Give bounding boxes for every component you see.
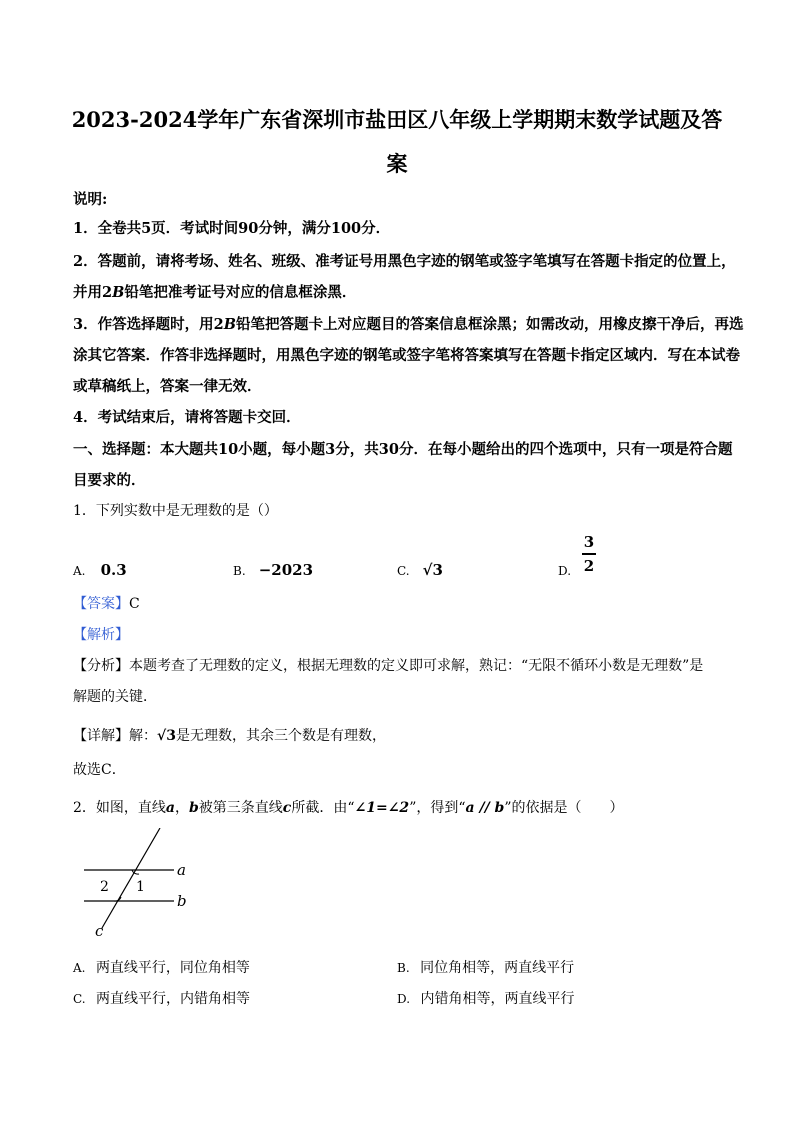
q1-answer-tag: 【答案】 [73,596,129,612]
q2-stem-mid3: ”，得到“ [409,800,466,816]
q2-option-d-letter: D. [397,992,411,1006]
note-1: 1．全卷共5页．考试时间90分钟，满分100分． [73,220,391,237]
q2-option-a-letter: A. [73,961,86,975]
q2-condition: ∠1=∠2 [354,800,410,816]
q2-option-d-text: 内错角相等，两直线平行 [420,991,575,1007]
line-c [102,828,160,928]
q1-option-b [233,560,313,579]
q2-stem-mid2: 所截．由“ [291,800,355,816]
q1-option-a-value: 0.3 [100,561,127,579]
note-2-line2 [73,281,356,302]
q1-fenxi-text: 本题考查了无理数的定义，根据无理数的定义即可求解，熟记：“无限不循环小数是无理数”是 [129,658,704,674]
section-1-line1: 一、选择题：本大题共10小题，每小题3分，共30分．在每小题给出的四个选项中，只有一项是符合题 [73,441,733,458]
q1-stem: 1．下列实数中是无理数的是（） [73,503,278,519]
label-b: b [177,892,187,910]
note-2-line1: 2．答题前，请将考场、姓名、班级、准考证号用黑色字迹的钢笔或签字笔填写在答题卡指定的位置上， [73,253,736,270]
page-title-line2: 案 [386,151,408,176]
q2-option-a [73,957,250,977]
q1-fenxi-line1 [73,655,703,675]
q2-option-c [73,988,250,1008]
q2-sep: ， [175,800,189,816]
q2-option-b [397,957,574,977]
note-2-line2-pre: 并用2 [73,284,113,301]
note-3-line2: 涂其它答案．作答非选择题时，用黑色字迹的钢笔或签字笔将答案填写在答题卡指定区域内．写在本试卷 [73,347,740,364]
q2-stem-pre: 2．如图，直线 [73,800,166,816]
note-3-line3: 或草稿纸上，答案一律无效． [73,378,262,395]
q1-option-d-numerator: 3 [583,533,595,551]
q1-option-a [73,560,127,579]
q1-fenxi-tag: 【分析】 [73,658,129,674]
q2-option-b-text: 同位角相等，两直线平行 [420,960,575,976]
q1-fenxi-line2: 解题的关键． [73,689,157,705]
q1-detail-line [73,725,386,745]
q1-option-b-letter: B. [233,564,246,578]
q1-option-d-letter: D. [558,564,572,578]
q1-option-b-value: −2023 [258,561,314,579]
note-3-line1-post: 铅笔把答题卡上对应题目的答案信息框涂黑；如需改动，用橡皮擦干净后，再选 [235,316,744,333]
q1-option-a-letter: A. [73,564,86,578]
q1-answer-line [73,593,140,613]
fraction-bar [582,553,596,555]
q2-option-c-text: 两直线平行，内错角相等 [96,991,251,1007]
q2-var-a: a [165,800,175,816]
note-3-line1-pre: 3．作答选择题时，用2 [73,316,224,333]
q2-stem [73,797,624,817]
q1-detail-math: √3 [157,728,176,744]
q2-stem-post: ”的依据是（ ） [504,800,624,816]
q1-detail-tag: 【详解】 [73,728,129,744]
q1-detail-pre: 解： [129,728,157,744]
q1-option-c [397,560,443,579]
q2-var-b: b [189,800,199,816]
q2-stem-mid: 被第三条直线 [198,800,283,816]
q2-option-b-letter: B. [397,961,410,975]
q1-option-c-letter: C. [397,564,410,578]
note-4: 4．考试结束后，请将答题卡交回． [73,409,301,426]
q1-detail-post: 是无理数，其余三个数是有理数， [175,728,386,744]
note-3-var-b: B [223,316,236,333]
q1-option-d [558,560,571,579]
q1-option-c-value: √3 [422,561,443,579]
q1-option-d-denominator: 2 [583,556,595,575]
q2-option-d [397,988,574,1008]
label-a: a [177,861,186,879]
q2-conclusion-expr: a // b [465,800,505,816]
label-angle-2: 2 [100,879,109,895]
note-2-var-b: B [112,284,125,301]
q1-option-d-fraction [582,533,596,575]
note-3-line1 [73,313,743,334]
note-2-line2-post: 铅笔把准考证号对应的信息框涂黑． [124,284,357,301]
q1-conclusion: 故选C． [73,762,126,778]
q2-figure [76,828,196,943]
q2-var-c: c [282,800,292,816]
label-c: c [95,922,104,940]
q2-option-a-text: 两直线平行，同位角相等 [95,960,250,976]
page-title-line1: 2023-2024学年广东省深圳市盐田区八年级上学期期末数学试题及答 [71,107,723,132]
q1-answer-value: C [129,596,140,612]
section-1-line2: 目要求的． [73,472,146,489]
q1-analysis-tag: 【解析】 [73,627,129,643]
notes-heading: 说明: [73,191,108,208]
label-angle-1: 1 [136,879,145,895]
q2-option-c-letter: C. [73,992,86,1006]
